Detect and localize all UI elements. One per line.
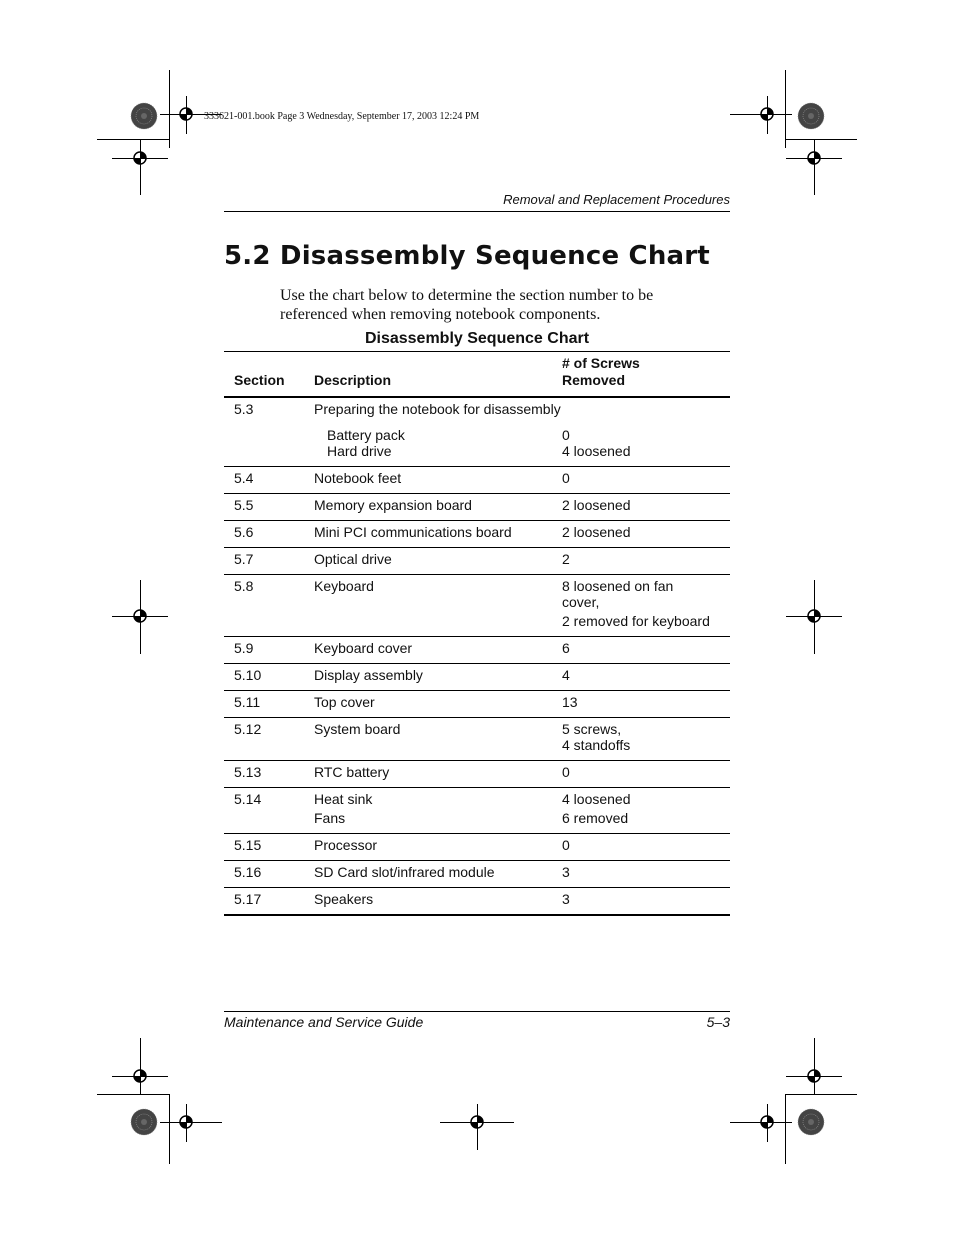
footer-title: Maintenance and Service Guide: [224, 1014, 424, 1030]
registration-target-icon: [803, 605, 825, 627]
cell-description-sub: Hard drive: [327, 443, 392, 459]
cell-screws: 13: [562, 691, 730, 718]
cell-screws: 2: [562, 548, 730, 575]
registration-target-icon: [129, 605, 151, 627]
registration-target-icon: [803, 1065, 825, 1087]
table-row: [224, 834, 730, 861]
cell-description: Optical drive: [314, 548, 562, 575]
registration-target-icon: [756, 1111, 778, 1133]
running-head: Removal and Replacement Procedures: [503, 192, 730, 207]
cell-section: 5.14: [224, 788, 314, 834]
page-title: 5.2 Disassembly Sequence Chart: [224, 241, 710, 271]
page-number: 5–3: [706, 1014, 730, 1030]
cell-description-main: Preparing the notebook for disassembly: [314, 401, 561, 417]
cell-description: Speakers: [314, 888, 562, 916]
cell-screws-line: 6 removed: [562, 810, 629, 826]
cell-description: System board: [314, 718, 562, 761]
crop-line: [785, 139, 857, 140]
cell-description: [314, 788, 562, 834]
column-header-screws: [562, 352, 730, 398]
cell-screws: [562, 718, 730, 761]
intro-paragraph: Use the chart below to determine the section number to be referenced when removing notebook components.: [280, 287, 654, 323]
cell-description-sub: Battery pack: [327, 427, 405, 443]
cell-screws: 0: [562, 834, 730, 861]
cell-screws: 0: [562, 467, 730, 494]
cell-description: Top cover: [314, 691, 562, 718]
table-row: [224, 397, 730, 467]
cell-section: 5.3: [224, 397, 314, 467]
registration-target-icon: [129, 1065, 151, 1087]
cell-description: [314, 397, 562, 467]
cell-section: 5.9: [224, 637, 314, 664]
cell-section: 5.11: [224, 691, 314, 718]
footer-rule: [224, 1011, 730, 1012]
column-header-section: Section: [224, 352, 314, 398]
cell-description: Keyboard cover: [314, 637, 562, 664]
disassembly-sequence-table: [224, 351, 730, 916]
cell-section: 5.13: [224, 761, 314, 788]
cell-section: 5.8: [224, 575, 314, 637]
crop-line: [97, 1094, 169, 1095]
table-row: [224, 861, 730, 888]
table-row: [224, 467, 730, 494]
crop-line: [785, 1094, 786, 1164]
cell-screws-sub: 4 loosened: [562, 443, 631, 459]
registration-target-icon: [129, 147, 151, 169]
column-header-description: Description: [314, 352, 562, 398]
print-slug: 333621-001.book Page 3 Wednesday, September 17, 2003 12:24 PM: [204, 111, 480, 122]
cell-description: Keyboard: [314, 575, 562, 637]
table-row: [224, 691, 730, 718]
cell-screws: 3: [562, 888, 730, 916]
cell-screws: 2 loosened: [562, 494, 730, 521]
cell-description: Mini PCI communications board: [314, 521, 562, 548]
cell-description: Display assembly: [314, 664, 562, 691]
table-row: [224, 718, 730, 761]
registration-target-icon: [803, 147, 825, 169]
cell-description-line: Heat sink: [314, 791, 373, 807]
cell-screws: 4: [562, 664, 730, 691]
starburst-target-icon: [797, 1108, 825, 1136]
cell-screws: 3: [562, 861, 730, 888]
registration-target-icon: [175, 1111, 197, 1133]
table-row: [224, 575, 730, 637]
cell-screws: 2 loosened: [562, 521, 730, 548]
cell-description: Processor: [314, 834, 562, 861]
cell-section: 5.6: [224, 521, 314, 548]
starburst-target-icon: [130, 102, 158, 130]
cell-screws: 6: [562, 637, 730, 664]
cell-screws-line: 5 screws,: [562, 721, 622, 737]
crop-line: [785, 70, 786, 148]
table-row: [224, 637, 730, 664]
cell-screws: [562, 397, 730, 467]
crop-line: [169, 1094, 170, 1164]
cell-section: 5.12: [224, 718, 314, 761]
table-row: [224, 761, 730, 788]
crop-line: [169, 70, 170, 148]
cell-description: SD Card slot/infrared module: [314, 861, 562, 888]
cell-section: 5.10: [224, 664, 314, 691]
cell-description: Memory expansion board: [314, 494, 562, 521]
table-row: [224, 788, 730, 834]
cell-screws: [562, 788, 730, 834]
header-rule: [224, 211, 730, 212]
cell-screws: [562, 575, 730, 637]
cell-screws-line: 4 standoffs: [562, 737, 631, 753]
cell-screws-line: 8 loosened on fan cover,: [562, 578, 674, 610]
table-row: [224, 888, 730, 916]
cell-section: 5.7: [224, 548, 314, 575]
cell-screws: 0: [562, 761, 730, 788]
cell-section: 5.17: [224, 888, 314, 916]
cell-description: Notebook feet: [314, 467, 562, 494]
crop-line: [785, 1094, 857, 1095]
table-title: Disassembly Sequence Chart: [364, 330, 590, 347]
registration-target-icon: [756, 103, 778, 125]
table-header-row: [224, 352, 730, 398]
starburst-target-icon: [130, 1108, 158, 1136]
starburst-target-icon: [797, 102, 825, 130]
cell-section: 5.5: [224, 494, 314, 521]
cell-screws-sub: 0: [562, 427, 570, 443]
cell-description-line: Fans: [314, 810, 346, 826]
column-header-screws-line2: Removed: [562, 372, 626, 388]
table-row: [224, 664, 730, 691]
cell-screws-line: 4 loosened: [562, 791, 631, 807]
registration-target-icon: [175, 103, 197, 125]
registration-target-icon: [466, 1111, 488, 1133]
cell-screws-line: 2 removed for keyboard: [562, 613, 710, 629]
cell-section: 5.4: [224, 467, 314, 494]
table-row: [224, 548, 730, 575]
table-row: [224, 494, 730, 521]
column-header-screws-line1: # of Screws: [562, 355, 640, 371]
cell-section: 5.16: [224, 861, 314, 888]
table-row: [224, 521, 730, 548]
cell-section: 5.15: [224, 834, 314, 861]
crop-line: [97, 139, 169, 140]
cell-description: RTC battery: [314, 761, 562, 788]
